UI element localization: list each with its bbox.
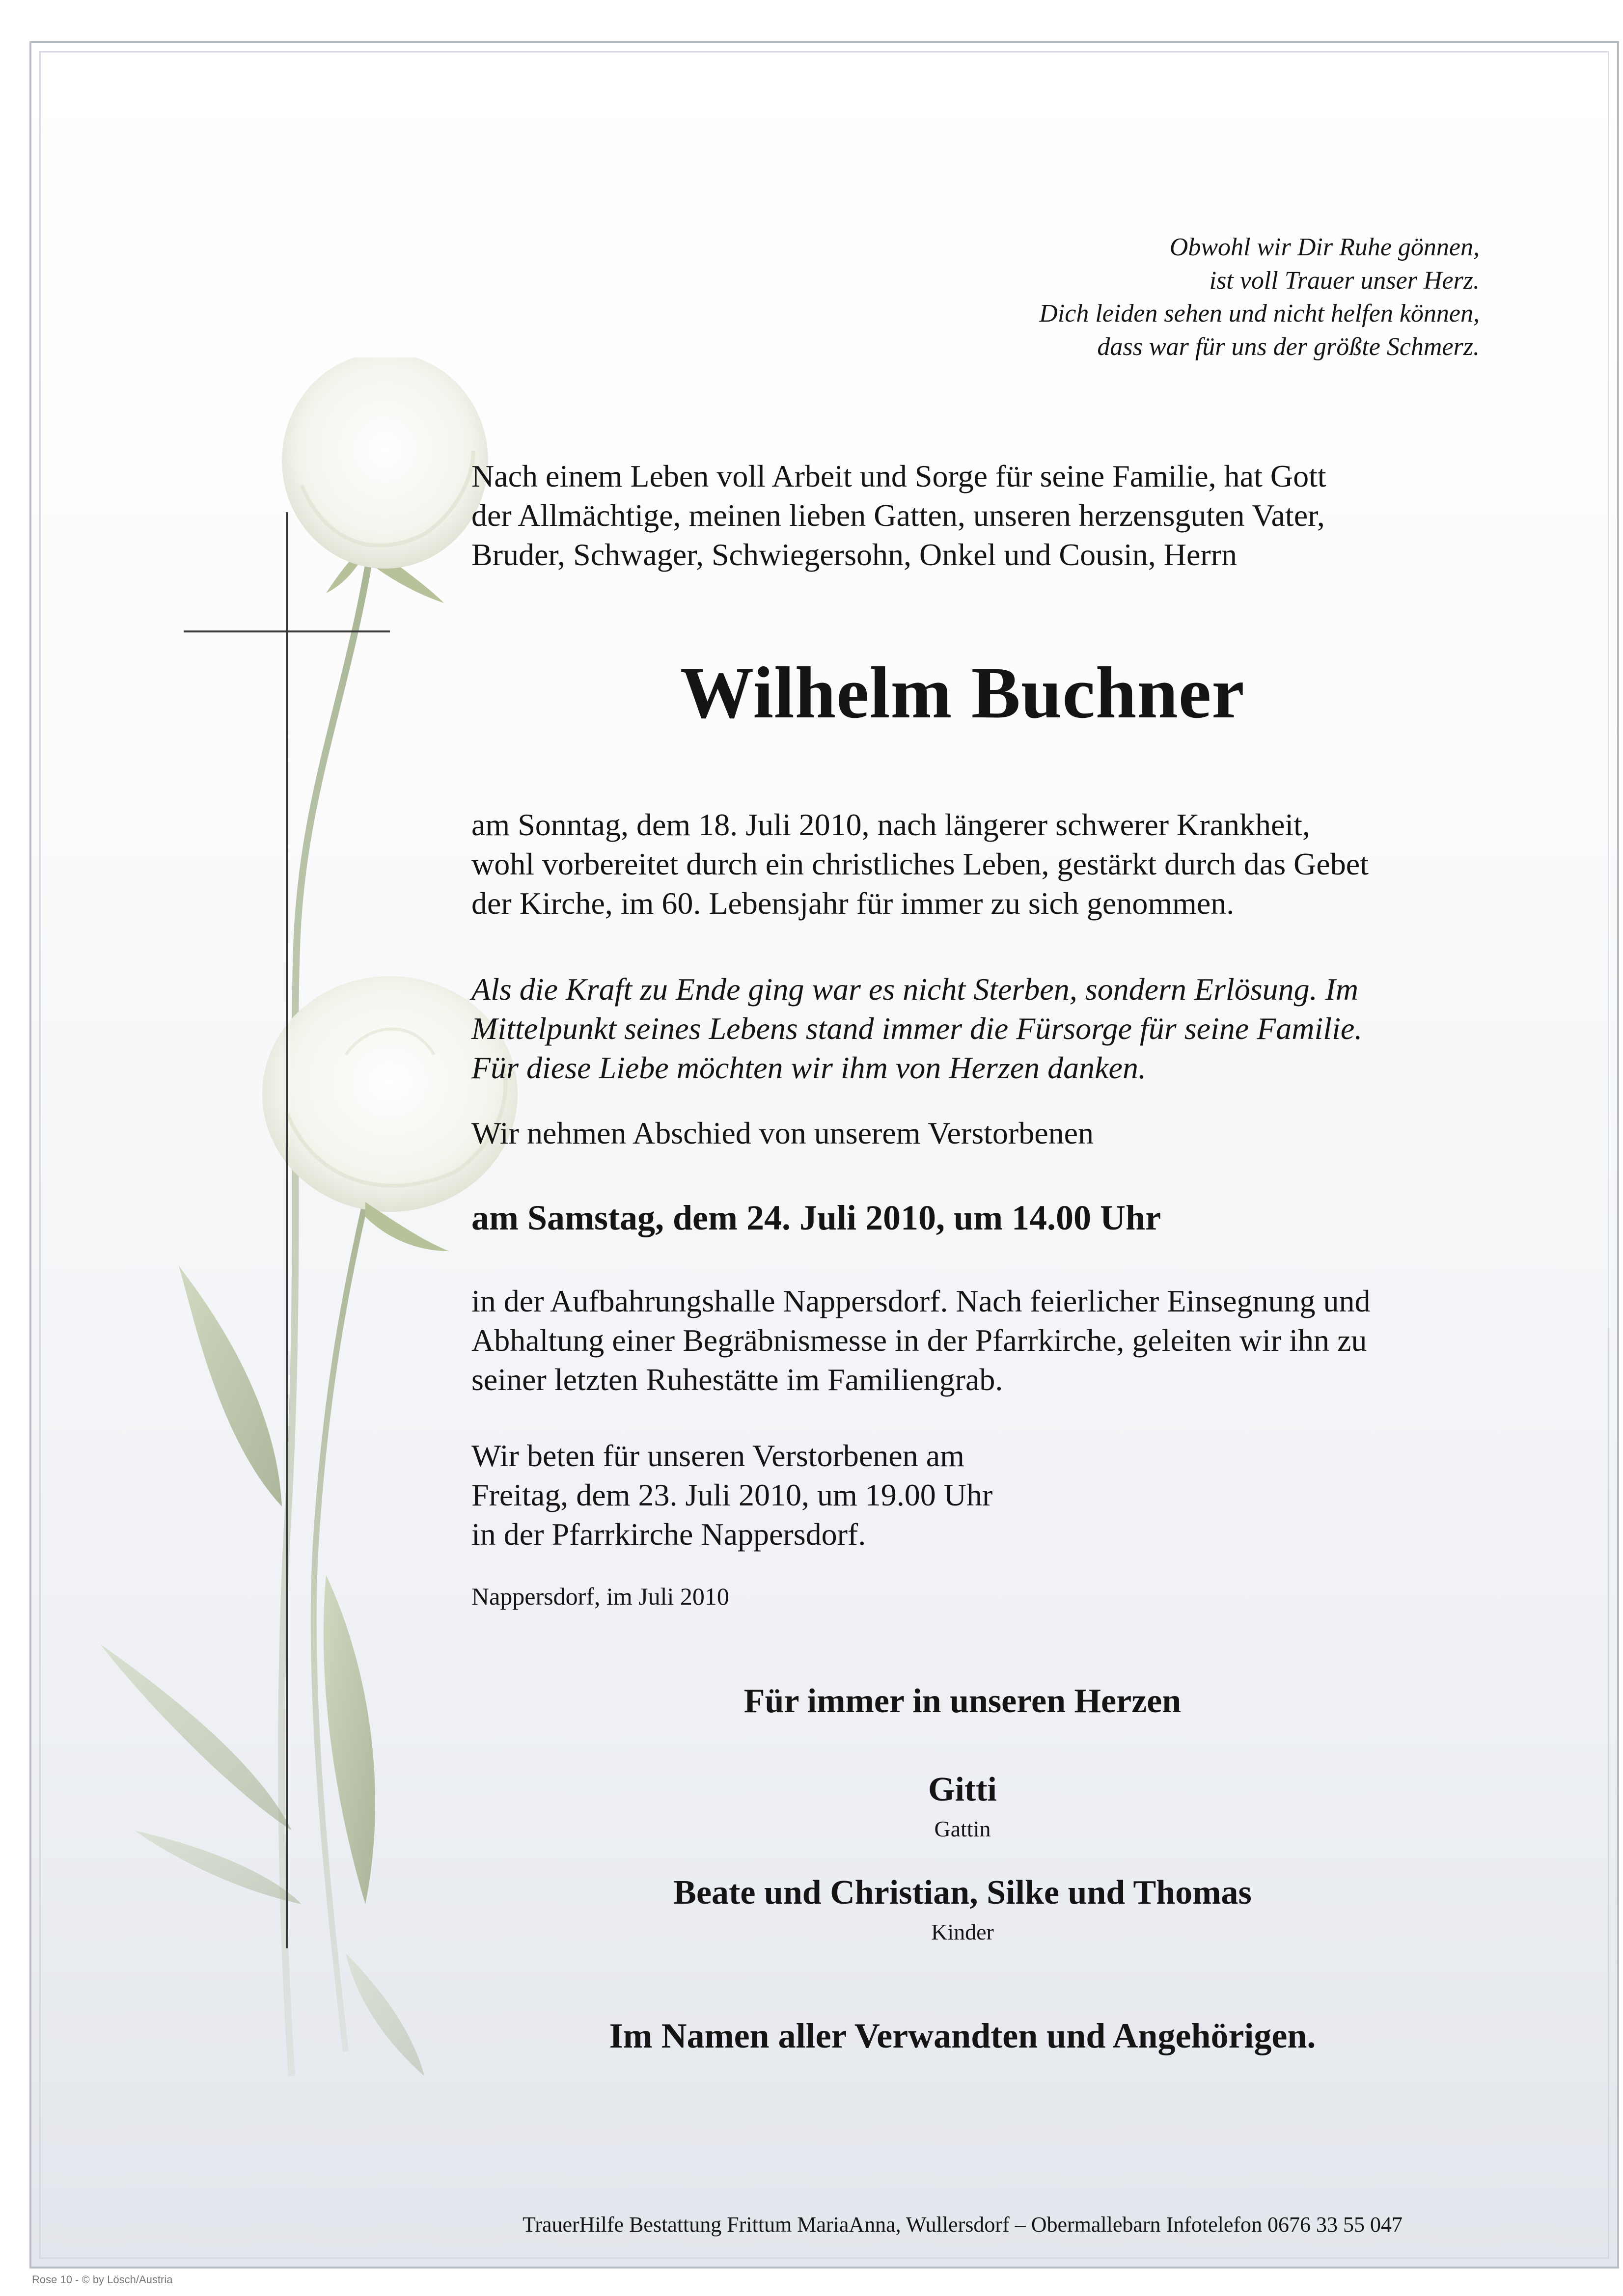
rose-bud <box>282 357 488 569</box>
mourner-children-names: Beate und Christian, Silke und Thomas <box>673 1874 1252 1912</box>
mourner-children-role: Kinder <box>931 1919 994 1944</box>
prayer-notice <box>471 1436 1463 1554</box>
motto-line: dass war für uns der größte Schmerz. <box>1097 332 1480 361</box>
funeral-home-footer: TrauerHilfe Bestattung Frittum MariaAnna, Wullersdorf – Obermallebarn Infotelefon 0676 33 55 047 <box>522 2213 1403 2237</box>
funeral-details <box>471 1282 1463 1399</box>
prayer-line: Freitag, dem 23. Juli 2010, um 19.00 Uhr <box>471 1477 993 1512</box>
closing-phrase: Für immer in unseren Herzen <box>743 1682 1182 1720</box>
prayer-line: in der Pfarrkirche Nappersdorf. <box>471 1517 866 1552</box>
hall-line: in der Aufbahrungshalle Nappersdorf. Nach feierlicher Einsegnung und <box>471 1284 1371 1318</box>
cross-vertical-bar <box>286 512 288 1948</box>
leaf <box>324 1575 375 1904</box>
death-notice <box>471 805 1463 923</box>
intro-line: Bruder, Schwager, Schwiegersohn, Onkel und Cousin, Herrn <box>471 537 1237 572</box>
tribute-paragraph <box>471 970 1463 1088</box>
tribute-line: Für diese Liebe möchten wir ihm von Herzen danken. <box>471 1050 1146 1085</box>
leaf <box>100 1644 292 1831</box>
farewell-line: Wir nehmen Abschied von unserem Verstorbenen <box>471 1116 1094 1150</box>
relatives-line: Im Namen aller Verwandten und Angehörigen. <box>609 2016 1316 2055</box>
hall-line: Abhaltung einer Begräbnismesse in der Pfarrkirche, geleiten wir ihn zu <box>471 1323 1367 1358</box>
design-imprint: Rose 10 - © by Lösch/Austria <box>32 2273 173 2286</box>
leaf <box>135 1831 302 1904</box>
leaf <box>346 1953 424 2076</box>
intro-line: Nach einem Leben voll Arbeit und Sorge für seine Familie, hat Gott <box>471 459 1326 493</box>
motto-line: Dich leiden sehen und nicht helfen können, <box>1039 300 1480 328</box>
mourner-wife-name: Gitti <box>928 1771 997 1808</box>
intro-line: der Allmächtige, meinen lieben Gatten, unseren herzensguten Vater, <box>471 498 1325 533</box>
prayer-line: Wir beten für unseren Verstorbenen am <box>471 1438 964 1473</box>
cross-horizontal-bar <box>184 630 390 632</box>
motto-poem <box>694 231 1480 363</box>
intro-paragraph <box>471 457 1463 574</box>
motto-line: ist voll Trauer unser Herz. <box>1209 266 1480 295</box>
mourner-wife-role: Gattin <box>934 1816 991 1841</box>
motto-line: Obwohl wir Dir Ruhe gönnen, <box>1169 233 1480 261</box>
tribute-line: Mittelpunkt seines Lebens stand immer die Fürsorge für seine Familie. <box>471 1011 1363 1046</box>
white-roses-illustration <box>71 357 532 2125</box>
death-line: wohl vorbereitet durch ein christliches Leben, gestärkt durch das Gebet <box>471 847 1369 881</box>
place-and-date: Nappersdorf, im Juli 2010 <box>471 1583 729 1610</box>
hall-line: seiner letzten Ruhestätte im Familiengrab. <box>471 1362 1003 1397</box>
death-line: der Kirche, im 60. Lebensjahr für immer zu sich genommen. <box>471 886 1235 921</box>
leaf <box>179 1266 282 1506</box>
funeral-date: am Samstag, dem 24. Juli 2010, um 14.00 Uhr <box>471 1198 1161 1237</box>
deceased-name: Wilhelm Buchner <box>680 652 1245 734</box>
death-line: am Sonntag, dem 18. Juli 2010, nach längerer schwerer Krankheit, <box>471 807 1310 842</box>
tribute-line: Als die Kraft zu Ende ging war es nicht Sterben, sondern Erlösung. Im <box>471 972 1359 1007</box>
